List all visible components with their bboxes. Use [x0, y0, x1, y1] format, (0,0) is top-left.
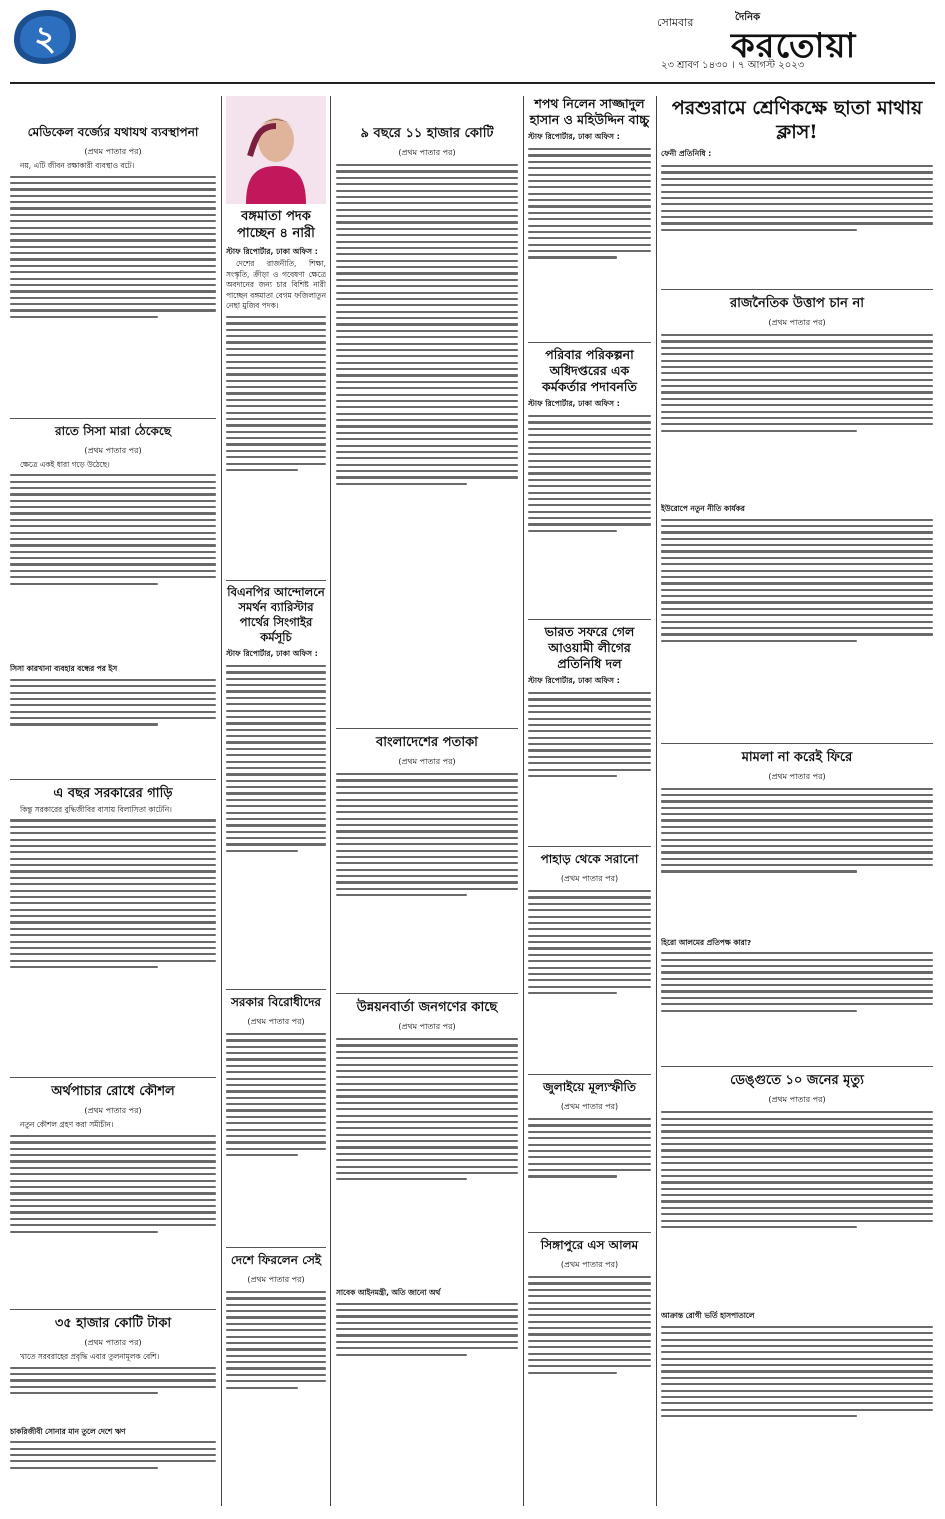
article-subhead: সিসা কারখানা ব্যবহার বন্ধের পর ইস — [10, 664, 118, 674]
article-text-lines — [226, 1291, 326, 1461]
article-text-lines — [10, 1441, 216, 1501]
headline-inflation: জুলাইয়ে মূল্যস্ফীতি — [543, 1080, 636, 1094]
article-lead: নয়, এটি জীবন রক্ষাকারী ব্যবস্থাও বটে। — [20, 161, 135, 170]
continued-label: (প্রথম পাতার পর) — [84, 445, 142, 455]
masthead — [651, 8, 931, 78]
continued-label: (প্রথম পাতার পর) — [247, 1016, 305, 1026]
headline-development: উন্নয়নবার্তা জনগণের কাছে — [356, 1000, 498, 1015]
article-text-lines — [226, 665, 326, 985]
headline-11k-crore: ৯ বছরে ১১ হাজার কোটি — [360, 126, 494, 141]
continued-label: (প্রথম পাতার পর) — [84, 147, 142, 156]
continued-label: (প্রথম পাতার পর) — [560, 1260, 619, 1269]
headline-35k-crore: ৩৫ হাজার কোটি টাকা — [54, 1315, 172, 1331]
article-text-lines — [336, 773, 518, 989]
section-rule — [528, 619, 651, 620]
article-subhead: ইউরোপে নতুন নীতি কার্যকর — [661, 504, 745, 513]
article-text-lines — [10, 679, 216, 775]
article-text-lines — [661, 952, 933, 1062]
continued-label: (প্রথম পাতার পর) — [560, 874, 619, 883]
article-body — [10, 161, 216, 172]
article-text-lines — [10, 176, 216, 414]
article-text-lines — [336, 1303, 518, 1403]
page-number-badge — [10, 6, 80, 68]
section-rule — [226, 1247, 326, 1248]
article-subhead: হিরো আলমের প্রতিপক্ষ কারা? — [661, 937, 752, 947]
column-5 — [661, 96, 933, 1508]
headline-bangamata-award: বঙ্গমাতা পদক পাচ্ছেন ৪ নারী — [237, 209, 315, 241]
continued-label: (প্রথম পাতার পর) — [768, 771, 826, 781]
column-divider — [656, 96, 657, 1506]
column-3 — [336, 96, 518, 1508]
section-rule — [336, 728, 518, 729]
section-rule — [10, 779, 216, 780]
article-text-lines — [528, 1118, 651, 1228]
article-subhead: চাকরিজীবী সোনার মান তুলে দেশে ঋণ — [10, 1426, 126, 1436]
byline: স্টাফ রিপোর্টার, ঢাকা অফিস : — [528, 676, 620, 685]
section-rule — [528, 1074, 651, 1075]
headline-sisa: রাতে সিসা মারা ঠেকেছে — [54, 423, 172, 438]
article-text-lines — [661, 519, 933, 739]
portrait-photo — [226, 96, 326, 204]
byline: স্টাফ রিপোর্টার, ঢাকা অফিস : — [226, 247, 318, 256]
article-text-lines — [226, 1033, 326, 1243]
headline-dengue: ডেঙ্গুতে ১০ জনের মৃত্যু — [730, 1073, 864, 1089]
continued-label: (প্রথম পাতার পর) — [247, 1274, 305, 1284]
article-text-lines — [528, 1276, 651, 1446]
article-lead: কিন্তু সরকারের বুদ্ধিজীবির বাসায় বিলাসিতা কাটেনি। — [20, 804, 172, 814]
column-divider — [221, 96, 222, 1506]
byline: স্টাফ রিপোর্টার, ঢাকা অফিস : — [226, 648, 318, 658]
section-rule — [528, 846, 651, 847]
section-rule — [528, 1232, 651, 1233]
headline-india-visit: ভারত সফরে গেল আওয়ামী লীগের প্রতিনিধি দল — [544, 624, 635, 671]
article-lead: খাতে সরবরাহের প্রবৃদ্ধি এবার তুলনামূলক বেশি। — [20, 1351, 160, 1361]
headline-govt-car: এ বছর সরকারের গাড়ি — [53, 785, 173, 801]
article-text-lines — [661, 788, 933, 938]
masthead-day: সোমবার — [657, 16, 694, 29]
headline-family-planning: পরিবার পরিকল্পনা অধিদপ্তরের এক কর্মকর্তার পদাবনতি — [542, 347, 637, 394]
continued-label: (প্রথম পাতার পর) — [398, 148, 456, 157]
article-lead: দেশের রাজনীতি, শিক্ষা, সংস্কৃতি, ক্রীড়া ও গবেষণা ক্ষেত্রে অবদানের জন্য চার বিশিষ্ট নারী পাচ্ছেন বঙ্গমাতা বেগম ফজিলাতুন নেছা মুজিব পদক। — [226, 259, 326, 311]
article-text-lines — [661, 1326, 933, 1486]
section-rule — [10, 418, 216, 419]
section-rule — [226, 580, 326, 581]
column-4 — [528, 96, 651, 1508]
article-text-lines — [528, 415, 651, 615]
continued-label: (প্রথম পাতার পর) — [768, 318, 826, 327]
page-number: ২ — [33, 19, 57, 59]
masthead-brand: করতোয়া — [731, 26, 857, 66]
article-subhead: আক্রান্ত রোগী ভর্তি হাসপাতালে — [661, 1311, 755, 1321]
article-text-lines — [336, 164, 518, 724]
continued-label: (প্রথম পাতার পর) — [84, 1106, 142, 1116]
column-divider — [523, 96, 524, 1506]
continued-label: (প্রথম পাতার পর) — [768, 1095, 826, 1105]
article-lead: ক্ষেত্রে একই ধারা গড়ে উঠেছে। — [20, 459, 110, 469]
headline-partho: বিএনপির আন্দোলনে সমর্থন ব্যারিস্টার পার্থের সিংগাইর কর্মসূচি — [227, 584, 325, 644]
article-text-lines — [10, 1135, 216, 1305]
article-text-lines — [10, 819, 216, 1073]
headline-political-heat: রাজনৈতিক উত্তাপ চান না — [729, 296, 864, 311]
section-rule — [10, 1077, 216, 1078]
article-lead: নতুন কৌশল গ্রহণ করা সমীচীন। — [20, 1120, 114, 1130]
masthead-daily: দৈনিক — [735, 12, 761, 23]
article-text-lines — [10, 1367, 216, 1427]
article-text-lines — [528, 692, 651, 842]
article-text-lines — [226, 316, 326, 576]
headline-hill: পাহাড় থেকে সরানো — [540, 852, 639, 866]
headline-case: মামলা না করেই ফিরে — [741, 749, 853, 765]
masthead-rule — [10, 82, 935, 84]
headline-medical-waste: মেডিকেল বর্জ্যের যথাযথ ব্যবস্থাপনা — [27, 125, 199, 139]
article-text-lines — [661, 1111, 933, 1311]
headline-singapore: সিঙ্গাপুরে এস আলম — [540, 1238, 639, 1252]
section-rule — [336, 993, 518, 994]
byline: স্টাফ রিপোর্টার, ঢাকা অফিস : — [528, 132, 620, 141]
article-text-lines — [528, 890, 651, 1070]
headline-umbrella-class: পরশুরামে শ্রেণিকক্ষে ছাতা মাথায় ক্লাস! — [671, 97, 923, 143]
article-text-lines — [661, 165, 933, 285]
headline-govt-opponents: সরকার বিরোধীদের — [230, 994, 322, 1009]
section-rule — [661, 743, 933, 744]
section-rule — [10, 1309, 216, 1310]
section-rule — [528, 342, 651, 343]
article-text-lines — [661, 334, 933, 504]
column-2 — [226, 96, 326, 1508]
byline: ফেনী প্রতিনিধি : — [661, 149, 712, 158]
section-rule — [661, 289, 933, 290]
headline-flag: বাংলাদেশের পতাকা — [376, 735, 478, 750]
column-divider — [330, 96, 331, 1506]
article-subhead: সাবেক আইনমন্ত্রী, অতি জানো অর্থ — [336, 1288, 441, 1297]
masthead-date: ২৩ শ্রাবণ ১৪৩০ । ৭ আগস্ট ২০২৩ — [661, 60, 805, 71]
headline-money-laundering: অর্থপাচার রোধে কৌশল — [51, 1084, 175, 1100]
headline-returned-home: দেশে ফিরলেন সেই — [230, 1252, 322, 1267]
article-text-lines — [10, 474, 216, 664]
section-rule — [226, 989, 326, 990]
article-text-lines — [336, 1038, 518, 1288]
continued-label: (প্রথম পাতার পর) — [398, 1022, 456, 1031]
headline-oath: শপথ নিলেন সাজ্জাদুল হাসান ও মহিউদ্দিন বাচ্চু — [529, 96, 650, 127]
continued-label: (প্রথম পাতার পর) — [398, 757, 456, 766]
byline: স্টাফ রিপোর্টার, ঢাকা অফিস : — [528, 399, 620, 408]
article-text-lines — [528, 148, 651, 338]
continued-label: (প্রথম পাতার পর) — [84, 1337, 142, 1347]
column-1 — [10, 96, 216, 1508]
section-rule — [661, 1066, 933, 1067]
continued-label: (প্রথম পাতার পর) — [560, 1102, 619, 1111]
